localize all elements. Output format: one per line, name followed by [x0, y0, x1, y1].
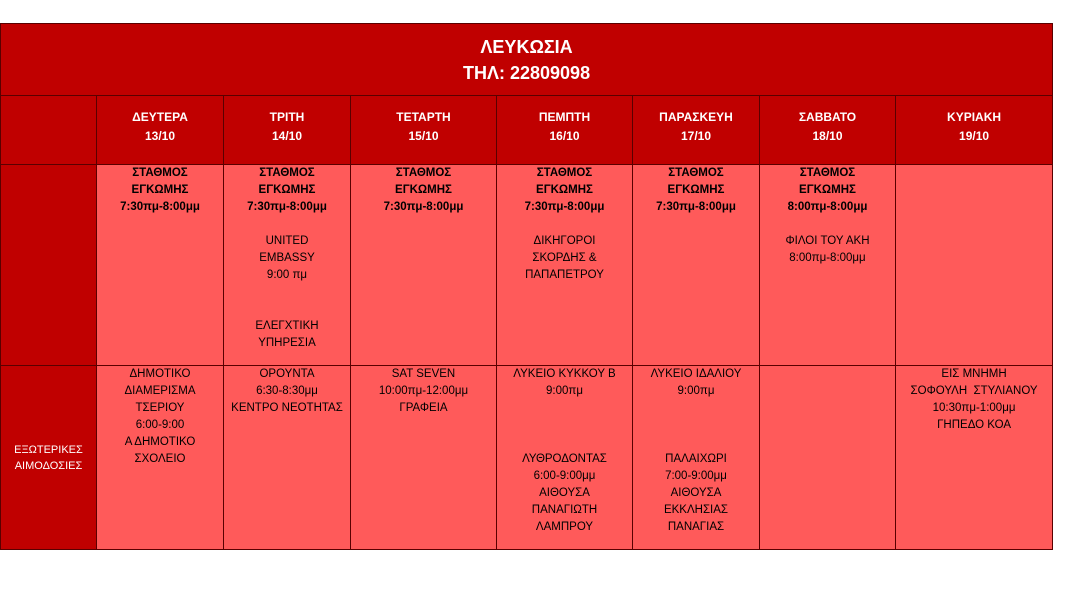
day-name: ΤΡΙΤΗ: [269, 110, 305, 124]
cell-line: 7:30πμ-8:00μμ: [247, 201, 327, 213]
cell-fri-station: [633, 165, 760, 366]
schedule-title: [1, 24, 1053, 96]
phone-number: ΤΗΛ: 22809098: [463, 62, 591, 83]
cell-sat-station: [760, 165, 896, 366]
day-name: ΠΕΜΠΤΗ: [538, 110, 591, 124]
corner-header-cell: [1, 96, 97, 165]
cell-line: ΕΓΚΩΜΗΣ: [395, 184, 452, 196]
day-header-sunday: [896, 96, 1053, 165]
cell-line: ΠΑΠΑΠΕΤΡΟΥ: [525, 269, 604, 281]
cell-line: ΕΚΚΛΗΣΙΑΣ: [663, 504, 729, 516]
cell-line: 8:00πμ-8:00μμ: [787, 201, 868, 213]
cell-line: ΛΥΘΡΟΔΟΝΤΑΣ: [522, 453, 607, 465]
cell-line: ΣΤΑΘΜΟΣ: [799, 167, 856, 179]
cell-line: ΣΤΑΘΜΟΣ: [395, 167, 452, 179]
day-date: 17/10: [680, 129, 712, 143]
cell-line: ΓΡΑΦΕΙΑ: [399, 402, 448, 414]
cell-wed-external: [351, 366, 497, 550]
cell-line: ΠΑΛΑΙΧΩΡΙ: [665, 453, 727, 465]
cell-line: 8:00πμ-8:00μμ: [789, 252, 866, 264]
day-header-thursday: [497, 96, 633, 165]
cell-line: ΓΗΠΕΔΟ ΚΟΑ: [937, 419, 1011, 431]
cell-line: ΔΗΜΟΤΙΚΟ: [129, 368, 191, 380]
cell-line: Α ΔΗΜΟΤΙΚΟ: [124, 436, 196, 448]
cell-line: ΔΙΑΜΕΡΙΣΜΑ: [124, 385, 196, 397]
cell-line: 7:30πμ-8:00μμ: [120, 201, 200, 213]
cell-line: 10:30πμ-1:00μμ: [932, 402, 1016, 414]
schedule-table: [0, 23, 1053, 550]
row-header-external-donations: [1, 366, 97, 550]
day-header-saturday: [760, 96, 896, 165]
city-title: ΛΕΥΚΩΣΙΑ: [480, 36, 573, 57]
day-name: ΣΑΒΒΑΤΟ: [798, 110, 857, 124]
cell-line: ΠΑΝΑΓΙΩΤΗ: [531, 504, 598, 516]
cell-line: ΣΧΟΛΕΙΟ: [134, 453, 186, 465]
cell-sat-external: [760, 366, 896, 550]
cell-line: 7:30πμ-8:00μμ: [524, 201, 605, 213]
day-date: 18/10: [812, 129, 843, 143]
day-name: ΠΑΡΑΣΚΕΥΗ: [659, 110, 733, 124]
cell-line: ΣΟΦΟΥΛΗ ΣΤΥΛΙΑΝΟΥ: [910, 385, 1038, 397]
cell-thu-external: [497, 366, 633, 550]
cell-tue-external: [224, 366, 351, 550]
cell-line: ΔΙΚΗΓΟΡΟΙ: [533, 235, 596, 247]
cell-line: ΠΑΝΑΓΙΑΣ: [667, 521, 725, 533]
cell-line: ΕΓΚΩΜΗΣ: [667, 184, 725, 196]
cell-wed-station: [351, 165, 497, 366]
cell-line: ΣΤΑΘΜΟΣ: [132, 167, 188, 179]
day-date: 19/10: [959, 129, 990, 143]
day-header-wednesday: [351, 96, 497, 165]
cell-tue-station: [224, 165, 351, 366]
cell-line: ΦΙΛΟΙ ΤΟΥ ΑΚΗ: [785, 235, 870, 247]
cell-line: ΕΓΚΩΜΗΣ: [536, 184, 593, 196]
cell-line: ΣΤΑΘΜΟΣ: [668, 167, 724, 179]
cell-line: 9:00πμ: [677, 385, 715, 397]
cell-line: ΛΥΚΕΙΟ ΙΔΑΛΙΟΥ: [650, 368, 742, 380]
cell-line: ΣΤΑΘΜΟΣ: [259, 167, 315, 179]
cell-line: ΕΛΕΓΧΤΙΚΗ: [255, 320, 319, 332]
cell-line: ΕΓΚΩΜΗΣ: [799, 184, 856, 196]
day-date: 15/10: [408, 129, 439, 143]
cell-line: 7:00-9:00μμ: [665, 470, 727, 482]
day-name: ΔΕΥΤΕΡΑ: [132, 110, 188, 124]
cell-line: 9:00πμ: [546, 385, 583, 397]
day-header-friday: [633, 96, 760, 165]
cell-line: ΕΓΚΩΜΗΣ: [131, 184, 189, 196]
cell-mon-station: [97, 165, 224, 366]
row-header-station: [1, 165, 97, 366]
cell-line: 7:30πμ-8:00μμ: [383, 201, 464, 213]
cell-line: UNITED: [265, 235, 309, 247]
day-header-monday: [97, 96, 224, 165]
cell-line: ΥΠΗΡΕΣΙΑ: [258, 337, 316, 349]
row-label-line: ΑΙΜΟΔΟΣΙΕΣ: [14, 459, 83, 472]
cell-sun-external: [896, 366, 1053, 550]
cell-line: 7:30πμ-8:00μμ: [656, 201, 736, 213]
cell-line: 6:00-9:00μμ: [533, 470, 596, 482]
cell-line: ΛΥΚΕΙΟ ΚΥΚΚΟΥ Β: [513, 368, 616, 380]
cell-line: ΕΙΣ ΜΝΗΜΗ: [941, 368, 1007, 380]
cell-line: 9:00 πμ: [266, 269, 308, 281]
cell-line: ΑΙΘΟΥΣΑ: [539, 487, 590, 499]
cell-line: ΣΤΑΘΜΟΣ: [536, 167, 593, 179]
cell-sun-station: [896, 165, 1053, 366]
cell-line: ΟΡΟΥΝΤΑ: [259, 368, 315, 380]
cell-line: ΕΓΚΩΜΗΣ: [258, 184, 316, 196]
cell-line: SAT SEVEN: [391, 368, 456, 380]
row-label-line: ΕΞΩΤΕΡΙΚΕΣ: [14, 443, 83, 456]
day-name: ΚΥΡΙΑΚΗ: [947, 110, 1002, 124]
cell-line: ΤΣΕΡΙΟΥ: [135, 402, 185, 414]
cell-line: ΣΚΟΡΔΗΣ &: [532, 252, 597, 264]
cell-line: EMBASSY: [259, 252, 315, 264]
cell-line: 6:30-8:30μμ: [256, 385, 318, 397]
day-date: 13/10: [144, 129, 176, 143]
cell-line: ΛΑΜΠΡΟΥ: [535, 521, 594, 533]
cell-line: 10:00πμ-12:00μμ: [378, 385, 469, 397]
day-date: 14/10: [271, 129, 303, 143]
day-date: 16/10: [549, 129, 580, 143]
cell-thu-station: [497, 165, 633, 366]
cell-fri-external: [633, 366, 760, 550]
cell-line: ΚΕΝΤΡΟ ΝΕΟΤΗΤΑΣ: [231, 402, 343, 414]
day-name: ΤΕΤΑΡΤΗ: [396, 110, 451, 124]
day-header-tuesday: [224, 96, 351, 165]
cell-line: 6:00-9:00: [135, 419, 185, 431]
cell-line: ΑΙΘΟΥΣΑ: [670, 487, 722, 499]
cell-mon-external: [97, 366, 224, 550]
